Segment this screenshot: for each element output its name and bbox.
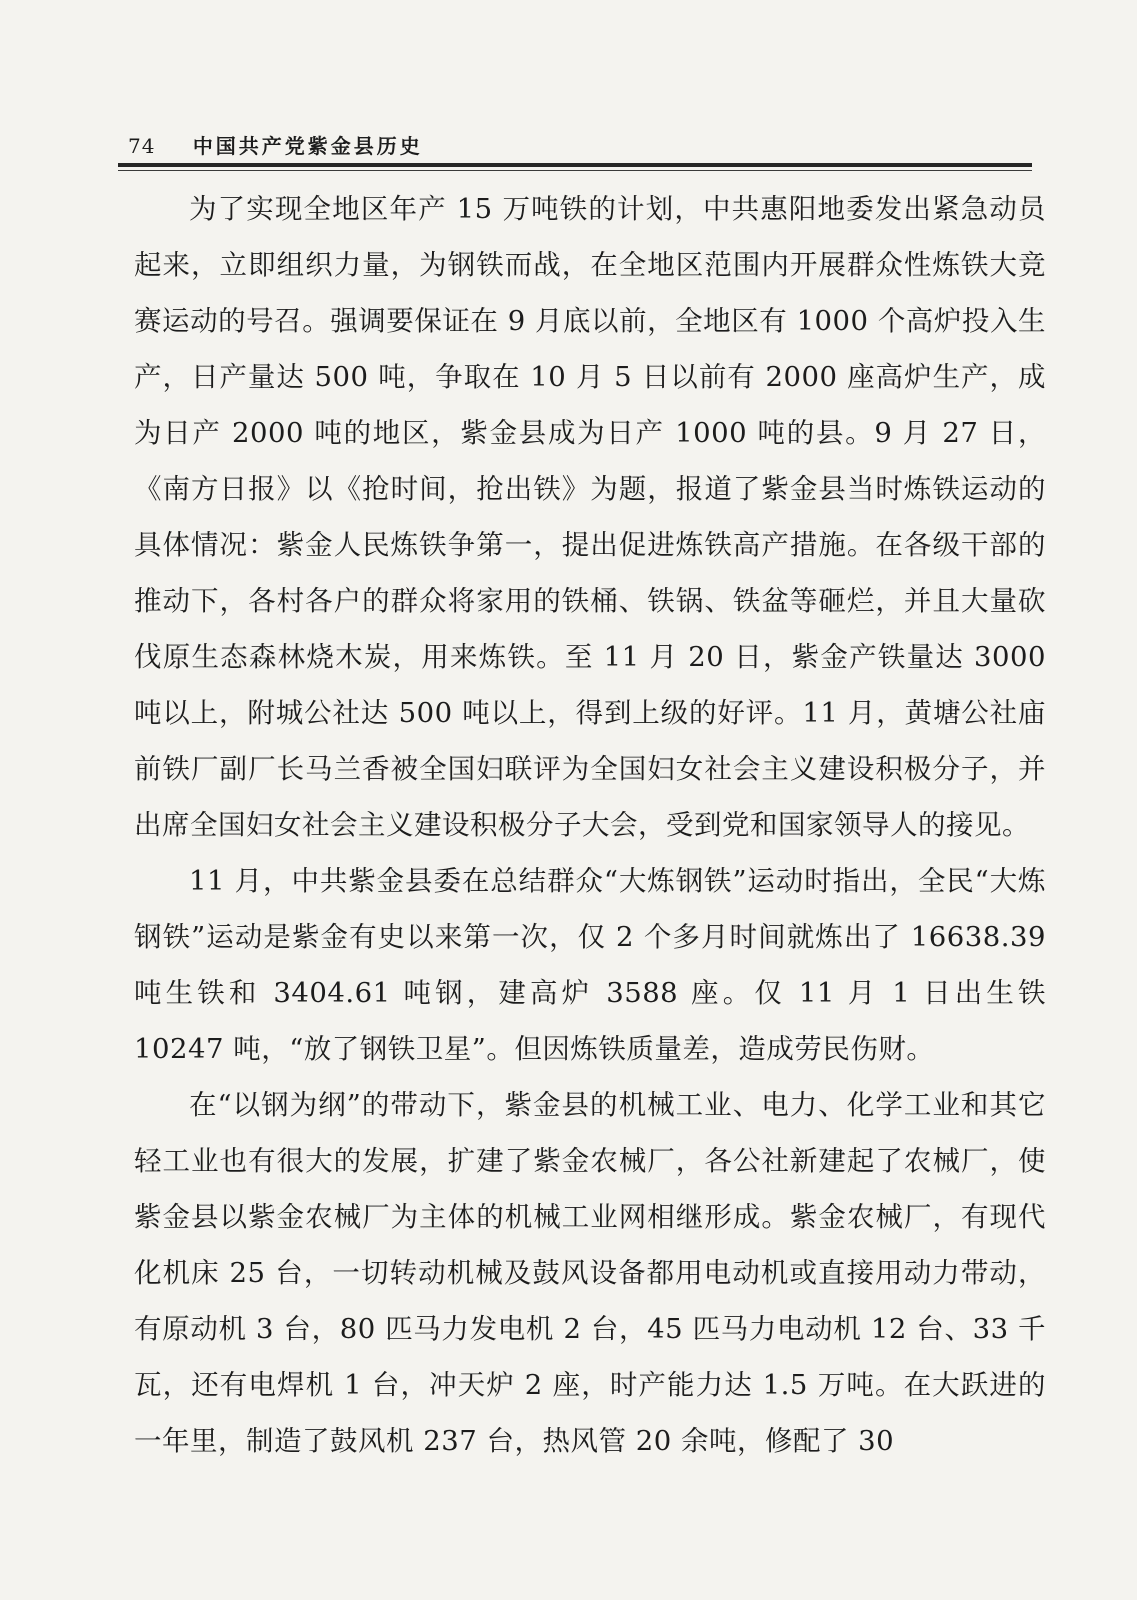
running-head bbox=[128, 131, 1028, 163]
book-title: 中国共产党紫金县历史 bbox=[192, 134, 423, 158]
body-text bbox=[134, 181, 1046, 1469]
header-rule-thick bbox=[118, 163, 1032, 167]
paragraph-2: 11 月，中共紫金县委在总结群众“大炼钢铁”运动时指出，全民“大炼钢铁”运动是紫金有史以来第一次，仅 2 个多月时间就炼出了 16638.39 吨生铁和 3404.61 吨钢，建高炉 3588 座。仅 11 月 1 日出生铁 10247 吨，“放了钢铁卫星”。但因炼铁质量差，造成劳民伤财。 bbox=[134, 865, 1046, 1065]
page-number: 74 bbox=[128, 134, 156, 158]
paragraph-3: 在“以钢为纲”的带动下，紫金县的机械工业、电力、化学工业和其它轻工业也有很大的发展，扩建了紫金农械厂，各公社新建起了农械厂，使紫金县以紫金农械厂为主体的机械工业网相继形成。紫金农械厂，有现代化机床 25 台，一切转动机械及鼓风设备都用电动机或直接用动力带动，有原动机 3 台，80 匹马力发电机 2 台，45 匹马力电动机 12 台、33 千瓦，还有电焊机 1 台，冲天炉 2 座，时产能力达 1.5 万吨。在大跃进的一年里，制造了鼓风机 237 台，热风管 20 余吨，修配了 30 bbox=[134, 1089, 1046, 1457]
paragraph-1: 为了实现全地区年产 15 万吨铁的计划，中共惠阳地委发出紧急动员起来，立即组织力量，为钢铁而战，在全地区范围内开展群众性炼铁大竞赛运动的号召。强调要保证在 9 月底以前，全地区有 1000 个高炉投入生产，日产量达 500 吨，争取在 10 月 5 日以前有 2000 座高炉生产，成为日产 2000 吨的地区，紫金县成为日产 1000 吨的县。9 月 27 日，《南方日报》以《抢时间，抢出铁》为题，报道了紫金县当时炼铁运动的具体情况：紫金人民炼铁争第一，提出促进炼铁高产措施。在各级干部的推动下，各村各户的群众将家用的铁桶、铁锅、铁盆等砸烂，并且大量砍伐原生态森林烧木炭，用来炼铁。至 11 月 20 日，紫金产铁量达 3000 吨以上，附城公社达 500 吨以上，得到上级的好评。11 月，黄塘公社庙前铁厂副厂长马兰香被全国妇联评为全国妇女社会主义建设积极分子，并出席全国妇女社会主义建设积极分子大会，受到党和国家领导人的接见。 bbox=[134, 193, 1046, 841]
header-rule-thin bbox=[118, 170, 1032, 171]
